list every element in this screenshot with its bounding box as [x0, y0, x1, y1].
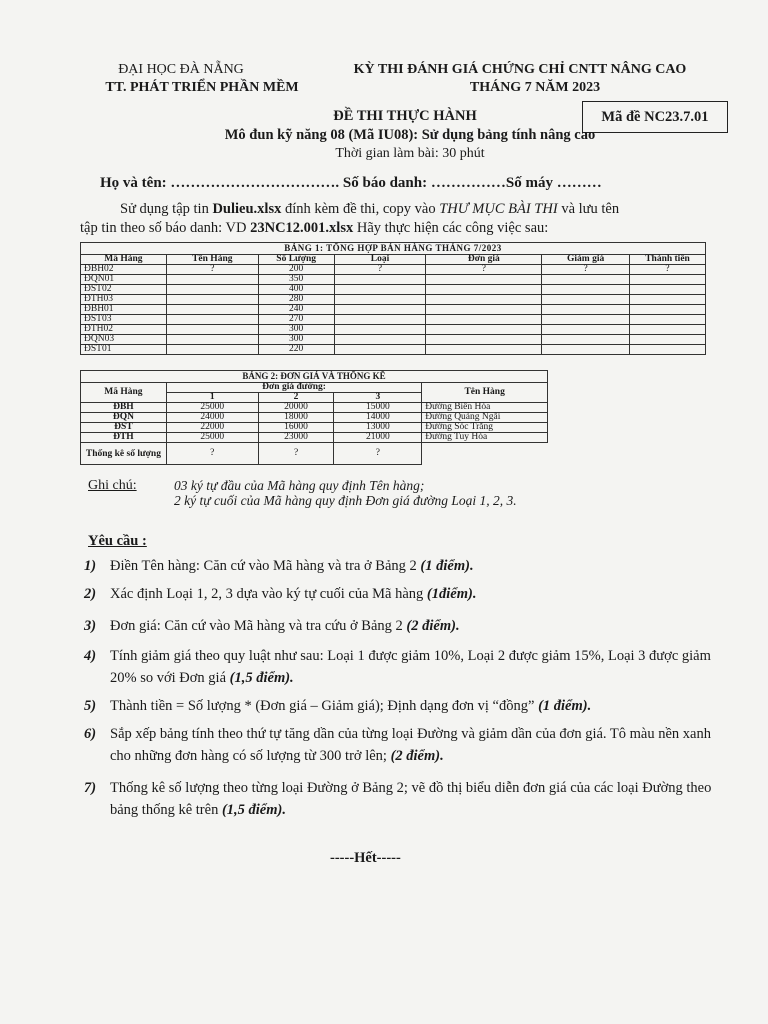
table1-header-cell: Giảm giá [542, 255, 630, 265]
table-row [81, 345, 706, 355]
requirement-number: 3) [84, 618, 97, 634]
intro-text: Sử dụng tập tin [120, 201, 213, 217]
table-cell: Đường Sóc Trăng [422, 423, 548, 433]
table-row [81, 315, 706, 325]
table-cell [630, 315, 706, 325]
requirement-body: Thống kê số lượng theo từng loại Đường ở Bảng 2; vẽ đồ thị biểu diễn đơn giá của các loại Đường theo bảng thống kê trên [110, 780, 712, 818]
table-cell: 25000 [166, 403, 258, 413]
requirement-score: (2 điểm). [406, 618, 460, 634]
requirement-body: Xác định Loại 1, 2, 3 dựa vào ký tự cuối của Mã hàng [110, 586, 427, 602]
table-cell [542, 305, 630, 315]
requirement-text [110, 615, 720, 637]
table-cell [542, 335, 630, 345]
folder-name: THƯ MỤC BÀI THI [439, 201, 558, 217]
table-cell: 21000 [334, 433, 422, 443]
table-cell [166, 345, 258, 355]
table-cell [334, 315, 426, 325]
table-cell: 13000 [334, 423, 422, 433]
note-line: 2 ký tự cuối của Mã hàng quy định Đơn giá đường Loại 1, 2, 3. [174, 493, 517, 508]
table-row [81, 285, 706, 295]
requirement-number: 5) [84, 698, 97, 714]
requirement-number: 6) [84, 726, 97, 742]
table1-header-cell: Tên Hàng [166, 255, 258, 265]
table1-header-cell: Mã Hàng [81, 255, 167, 265]
table-cell [166, 275, 258, 285]
table-cell [426, 345, 542, 355]
table-cell: ? [334, 265, 426, 275]
note-line: 03 ký tự đầu của Mã hàng quy định Tên hàng; [174, 478, 425, 493]
price-table [80, 370, 548, 465]
table-cell [334, 335, 426, 345]
table-cell [426, 305, 542, 315]
table-cell: ĐST03 [81, 315, 167, 325]
sales-table [80, 242, 706, 355]
table2-col-price-group: Đơn giá đường: [166, 383, 421, 393]
table-cell: 280 [258, 295, 334, 305]
stats-label: Thống kê số lượng [81, 443, 167, 465]
table-row [81, 335, 706, 345]
table-row [81, 413, 548, 423]
exam-month: THÁNG 7 NĂM 2023 [469, 80, 601, 95]
table-cell [166, 305, 258, 315]
table-row [81, 325, 706, 335]
stats-value: ? [166, 443, 258, 465]
instructions-intro [80, 200, 716, 238]
requirement-number: 7) [84, 780, 97, 796]
table-cell: 14000 [334, 413, 422, 423]
page-title: ĐỀ THI THỰC HÀNH [333, 108, 477, 124]
table-cell [630, 285, 706, 295]
requirement-item [80, 555, 720, 577]
stats-value: ? [334, 443, 422, 465]
table-cell: ĐST01 [81, 345, 167, 355]
table-cell [630, 335, 706, 345]
requirements-label: Yêu cầu : [88, 533, 147, 549]
table-cell [630, 305, 706, 315]
table-cell: ? [542, 265, 630, 275]
table-row [81, 295, 706, 305]
empty-cell [422, 443, 548, 465]
table-cell [334, 295, 426, 305]
table-cell [334, 345, 426, 355]
requirement-body: Thành tiền = Số lượng * (Đơn giá – Giảm giá); Định dạng đơn vị “đồng” [110, 698, 539, 714]
table-cell: 16000 [258, 423, 334, 433]
table-cell: Đường Tuy Hòa [422, 433, 548, 443]
table-cell: ĐQN [81, 413, 167, 423]
table-cell: ĐTH02 [81, 325, 167, 335]
table-cell [542, 325, 630, 335]
end-marker: -----Hết----- [330, 850, 401, 866]
requirement-score: (1 điểm). [420, 558, 474, 574]
requirement-body: Tính giảm giá theo quy luật như sau: Loại 1 được giảm 10%, Loại 2 được giảm 15%, Loại 3 được giảm 20% so với Đơn giá [110, 648, 711, 686]
table1-header-row [81, 255, 706, 265]
module-title: Mô đun kỹ năng 08 (Mã IU08): Sử dụng bảng tính nâng cao [224, 127, 596, 143]
table-cell [426, 295, 542, 305]
table-cell [334, 325, 426, 335]
table-cell [542, 285, 630, 295]
requirement-text [110, 645, 720, 689]
table-cell [542, 315, 630, 325]
table-cell [426, 315, 542, 325]
table-cell: 20000 [258, 403, 334, 413]
table-cell: 220 [258, 345, 334, 355]
table1-header-cell: Thành tiền [630, 255, 706, 265]
table-cell [166, 325, 258, 335]
table2-caption: BẢNG 2: ĐƠN GIÁ VÀ THỐNG KÊ [81, 371, 548, 383]
table-cell [542, 275, 630, 285]
requirement-item [80, 695, 720, 717]
table-cell: ĐQN01 [81, 275, 167, 285]
table-cell: ? [630, 265, 706, 275]
table-row [81, 403, 548, 413]
table-cell: ? [166, 265, 258, 275]
table-cell [426, 325, 542, 335]
intro-text: tập tin theo số báo danh: VD [80, 220, 251, 236]
table-cell [630, 325, 706, 335]
table-row [81, 265, 706, 275]
table-cell [426, 335, 542, 345]
table1-header-cell: Số Lượng [258, 255, 334, 265]
requirement-item [80, 645, 720, 689]
table-row [81, 433, 548, 443]
table-cell [166, 295, 258, 305]
requirement-text [110, 723, 720, 767]
requirement-score: (1điểm). [426, 586, 477, 602]
table-cell: 350 [258, 275, 334, 285]
table-cell: ĐST02 [81, 285, 167, 295]
table-cell [334, 275, 426, 285]
table-cell [334, 305, 426, 315]
requirement-body: Điền Tên hàng: Căn cứ vào Mã hàng và tra ở Bảng 2 [110, 558, 421, 574]
requirement-text [110, 583, 720, 605]
table-cell: 15000 [334, 403, 422, 413]
requirement-item [80, 777, 720, 821]
table-cell: ? [426, 265, 542, 275]
table2-subcol: 3 [334, 393, 422, 403]
intro-text: Hãy thực hiện các công việc sau: [353, 220, 549, 236]
table-cell [630, 345, 706, 355]
table-row [81, 275, 706, 285]
org-name-line2: TT. PHÁT TRIỂN PHẦN MỀM [105, 80, 299, 95]
notes-label: Ghi chú: [88, 478, 137, 493]
requirement-item [80, 615, 720, 637]
table2-col-name: Tên Hàng [422, 383, 548, 403]
requirement-item [80, 723, 720, 767]
exam-code: Mã đề NC23.7.01 [601, 108, 709, 125]
table-cell [630, 275, 706, 285]
table-cell: 25000 [166, 433, 258, 443]
exam-name: KỲ THI ĐÁNH GIÁ CHỨNG CHỈ CNTT NÂNG CAO [353, 62, 687, 77]
requirement-item [80, 583, 720, 605]
table2-col-code: Mã Hàng [81, 383, 167, 403]
requirement-score: (1,5 điểm). [221, 802, 286, 818]
org-name-line1: ĐẠI HỌC ĐÀ NẴNG [118, 62, 244, 77]
table2-subcol: 1 [166, 393, 258, 403]
table-cell: ĐQN03 [81, 335, 167, 345]
requirement-text [110, 555, 720, 577]
candidate-info-line: Họ và tên: ……………………………. Số báo danh: ……………Số máy ……… [100, 175, 602, 191]
table-cell: ĐTH [81, 433, 167, 443]
table2-subcol: 2 [258, 393, 334, 403]
table-cell: 300 [258, 335, 334, 345]
requirement-number: 4) [84, 648, 97, 664]
table-cell: 22000 [166, 423, 258, 433]
table-cell: ĐBH02 [81, 265, 167, 275]
table-cell: ĐTH03 [81, 295, 167, 305]
table-cell: Đường Quảng Ngãi [422, 413, 548, 423]
table-cell [166, 285, 258, 295]
table-cell [542, 295, 630, 305]
table-cell: ĐBH [81, 403, 167, 413]
requirement-score: (1,5 điểm). [229, 670, 294, 686]
requirement-text [110, 695, 720, 717]
table-cell [166, 315, 258, 325]
table-cell [542, 345, 630, 355]
table-cell: 270 [258, 315, 334, 325]
table-cell: 23000 [258, 433, 334, 443]
requirement-body: Sắp xếp bảng tính theo thứ tự tăng dần của từng loại Đường và giảm dần của đơn giá. Tô màu nền xanh cho những đơn hàng có số lượng từ 300 trở lên; [110, 726, 711, 764]
intro-text: đính kèm đề thi, copy vào [281, 201, 440, 217]
table1-caption: BẢNG 1: TỔNG HỢP BÁN HÀNG THÁNG 7/2023 [81, 243, 706, 255]
table-cell: 400 [258, 285, 334, 295]
table-cell [426, 285, 542, 295]
requirement-number: 1) [84, 558, 97, 574]
table1-header-cell: Loại [334, 255, 426, 265]
table-cell [166, 335, 258, 345]
table-cell: 200 [258, 265, 334, 275]
table-cell: 240 [258, 305, 334, 315]
table-cell: ĐST [81, 423, 167, 433]
requirement-number: 2) [84, 586, 97, 602]
table-cell: Đường Biên Hòa [422, 403, 548, 413]
table-cell [334, 285, 426, 295]
requirement-score: (1 điểm). [538, 698, 592, 714]
table-cell [630, 295, 706, 305]
table-cell: 18000 [258, 413, 334, 423]
table-row [81, 305, 706, 315]
stats-value: ? [258, 443, 334, 465]
data-file-name: Dulieu.xlsx [212, 201, 282, 217]
requirement-score: (2 điểm). [390, 748, 444, 764]
table-cell: 24000 [166, 413, 258, 423]
table-cell: ĐBH01 [81, 305, 167, 315]
requirement-text [110, 777, 720, 821]
intro-text: và lưu tên [557, 201, 620, 217]
table-cell: 300 [258, 325, 334, 335]
table1-header-cell: Đơn giá [426, 255, 542, 265]
table-cell [426, 275, 542, 285]
table-row [81, 423, 548, 433]
requirement-body: Đơn giá: Căn cứ vào Mã hàng và tra cứu ở Bảng 2 [110, 618, 407, 634]
time-limit: Thời gian làm bài: 30 phút [335, 146, 485, 161]
example-file-name: 23NC12.001.xlsx [250, 220, 354, 236]
